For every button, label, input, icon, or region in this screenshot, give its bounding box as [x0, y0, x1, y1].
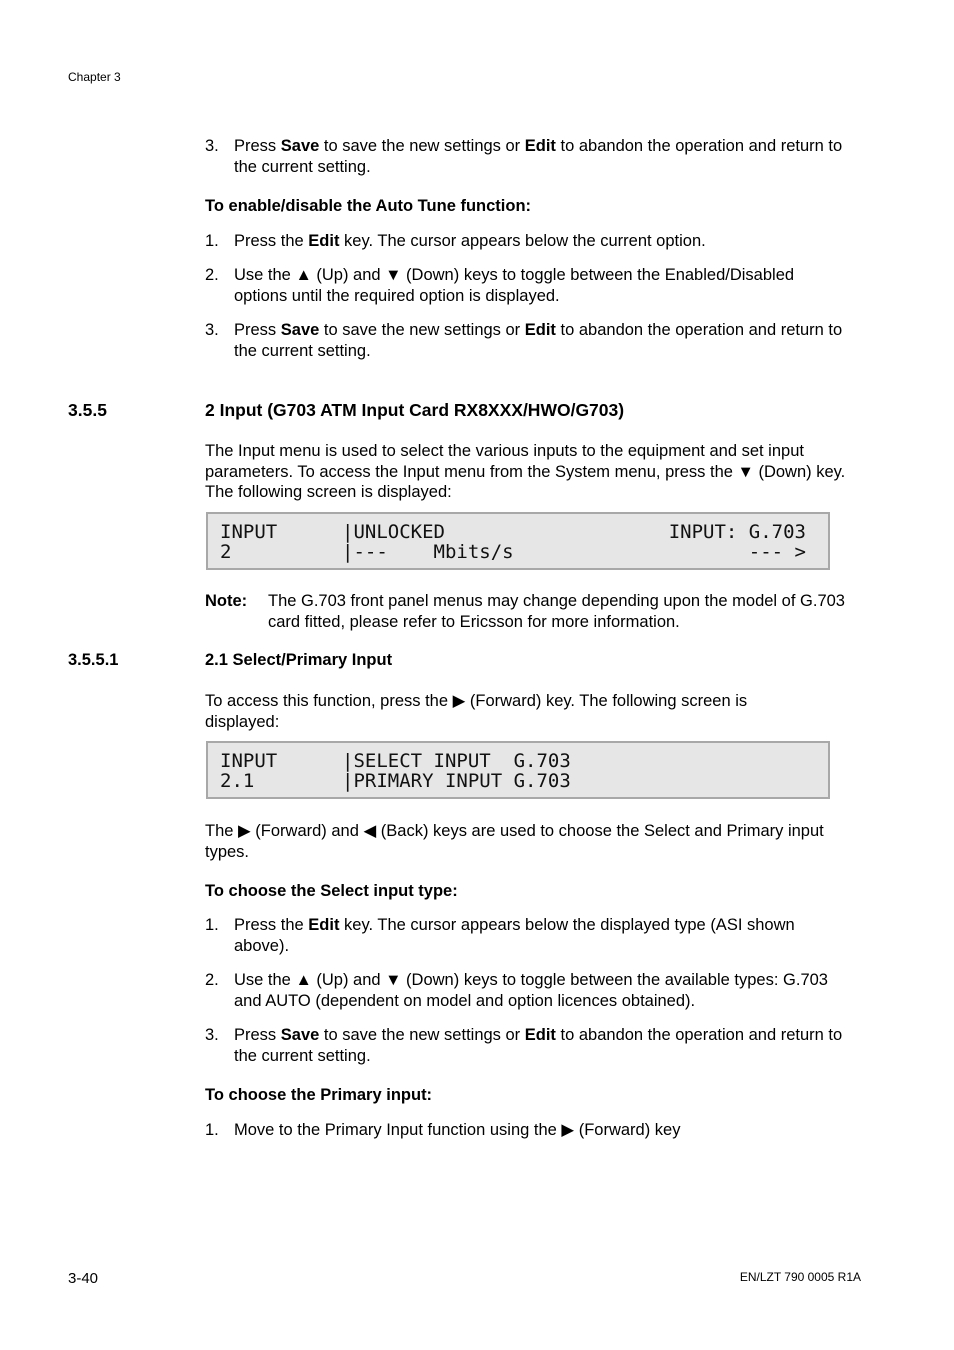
procedure-heading: To choose the Select input type:: [205, 882, 458, 900]
screen-input-type: INPUT: G.703: [668, 521, 806, 543]
subsection-number: 3.5.5.1: [68, 651, 119, 669]
edit-key-label: Edit: [524, 137, 556, 155]
list-item-text: Move to the Primary Input function using the ▶ (Forward) key: [234, 1121, 681, 1139]
subsection-title: 2.1 Select/Primary Input: [205, 651, 393, 669]
list-number: 2.: [205, 266, 219, 284]
screen-status: |UNLOCKED: [342, 521, 445, 543]
document-id: EN/LZT 790 0005 R1A: [739, 1270, 861, 1284]
list-number: 3.: [205, 137, 219, 155]
screen-menu-label: INPUT: [220, 521, 278, 543]
list-number: 1.: [205, 232, 219, 250]
screen-nav-indicator: --- >: [748, 541, 806, 563]
save-key-label: Save: [280, 1026, 320, 1044]
edit-key-label: Edit: [524, 1026, 556, 1044]
list-item-text: Press the Edit key. The cursor appears below the displayed type (ASI shown above).: [234, 916, 795, 955]
page-number: 3-40: [68, 1270, 99, 1287]
list-item-text: Press Save to save the new settings or Edit to abandon the operation and return to the current setting.: [234, 321, 843, 360]
section-number: 3.5.5: [68, 400, 107, 420]
list-number: 2.: [205, 971, 219, 989]
procedure-heading: To choose the Primary input:: [205, 1086, 433, 1104]
screen-menu-number: 2.1: [220, 770, 255, 792]
paragraph: The ▶ (Forward) and ◀ (Back) keys are used to choose the Select and Primary input types.: [205, 822, 824, 861]
screen-primary-input: |PRIMARY INPUT G.703: [342, 770, 571, 792]
lcd-screen-input: [206, 512, 830, 570]
paragraph: To access this function, press the ▶ (Forward) key. The following screen is displayed:: [205, 692, 748, 731]
edit-key-label: Edit: [524, 321, 556, 339]
screen-bitrate: |--- Mbits/s: [342, 541, 514, 563]
lcd-screen-select-primary: [206, 741, 830, 799]
screen-menu-number: 2: [220, 541, 232, 563]
list-item-text: Use the ▲ (Up) and ▼ (Down) keys to toggle between the available types: G.703 and AUTO (dependent on model and option licences obtained).: [234, 971, 828, 1010]
note-label: Note:: [205, 592, 248, 610]
edit-key-label: Edit: [308, 916, 340, 934]
screen-select-input: |SELECT INPUT G.703: [342, 750, 571, 772]
list-item-text: Press Save to save the new settings or Edit to abandon the operation and return to the current setting.: [234, 137, 843, 176]
list-item-text: Press the Edit key. The cursor appears below the current option.: [234, 232, 706, 250]
list-item-text: Press Save to save the new settings or Edit to abandon the operation and return to the current setting.: [234, 1026, 843, 1065]
save-key-label: Save: [280, 137, 320, 155]
screen-menu-label: INPUT: [220, 750, 278, 772]
procedure-heading: To enable/disable the Auto Tune function:: [205, 197, 532, 215]
list-number: 3.: [205, 321, 219, 339]
note-text: The G.703 front panel menus may change depending upon the model of G.703 card fitted, please refer to Ericsson for more information.: [268, 592, 845, 631]
chapter-header: Chapter 3: [68, 70, 121, 84]
save-key-label: Save: [280, 321, 320, 339]
list-item-text: Use the ▲ (Up) and ▼ (Down) keys to toggle between the Enabled/Disabled options until the required option is displayed.: [234, 266, 795, 305]
edit-key-label: Edit: [308, 232, 340, 250]
list-number: 3.: [205, 1026, 219, 1044]
paragraph: The Input menu is used to select the various inputs to the equipment and set input parameters. To access the Input menu from the System menu, press the ▼ (Down) key. The following screen is displayed:: [205, 442, 846, 501]
list-number: 1.: [205, 916, 219, 934]
list-number: 1.: [205, 1121, 219, 1139]
section-title: 2 Input (G703 ATM Input Card RX8XXX/HWO/G703): [205, 400, 625, 420]
